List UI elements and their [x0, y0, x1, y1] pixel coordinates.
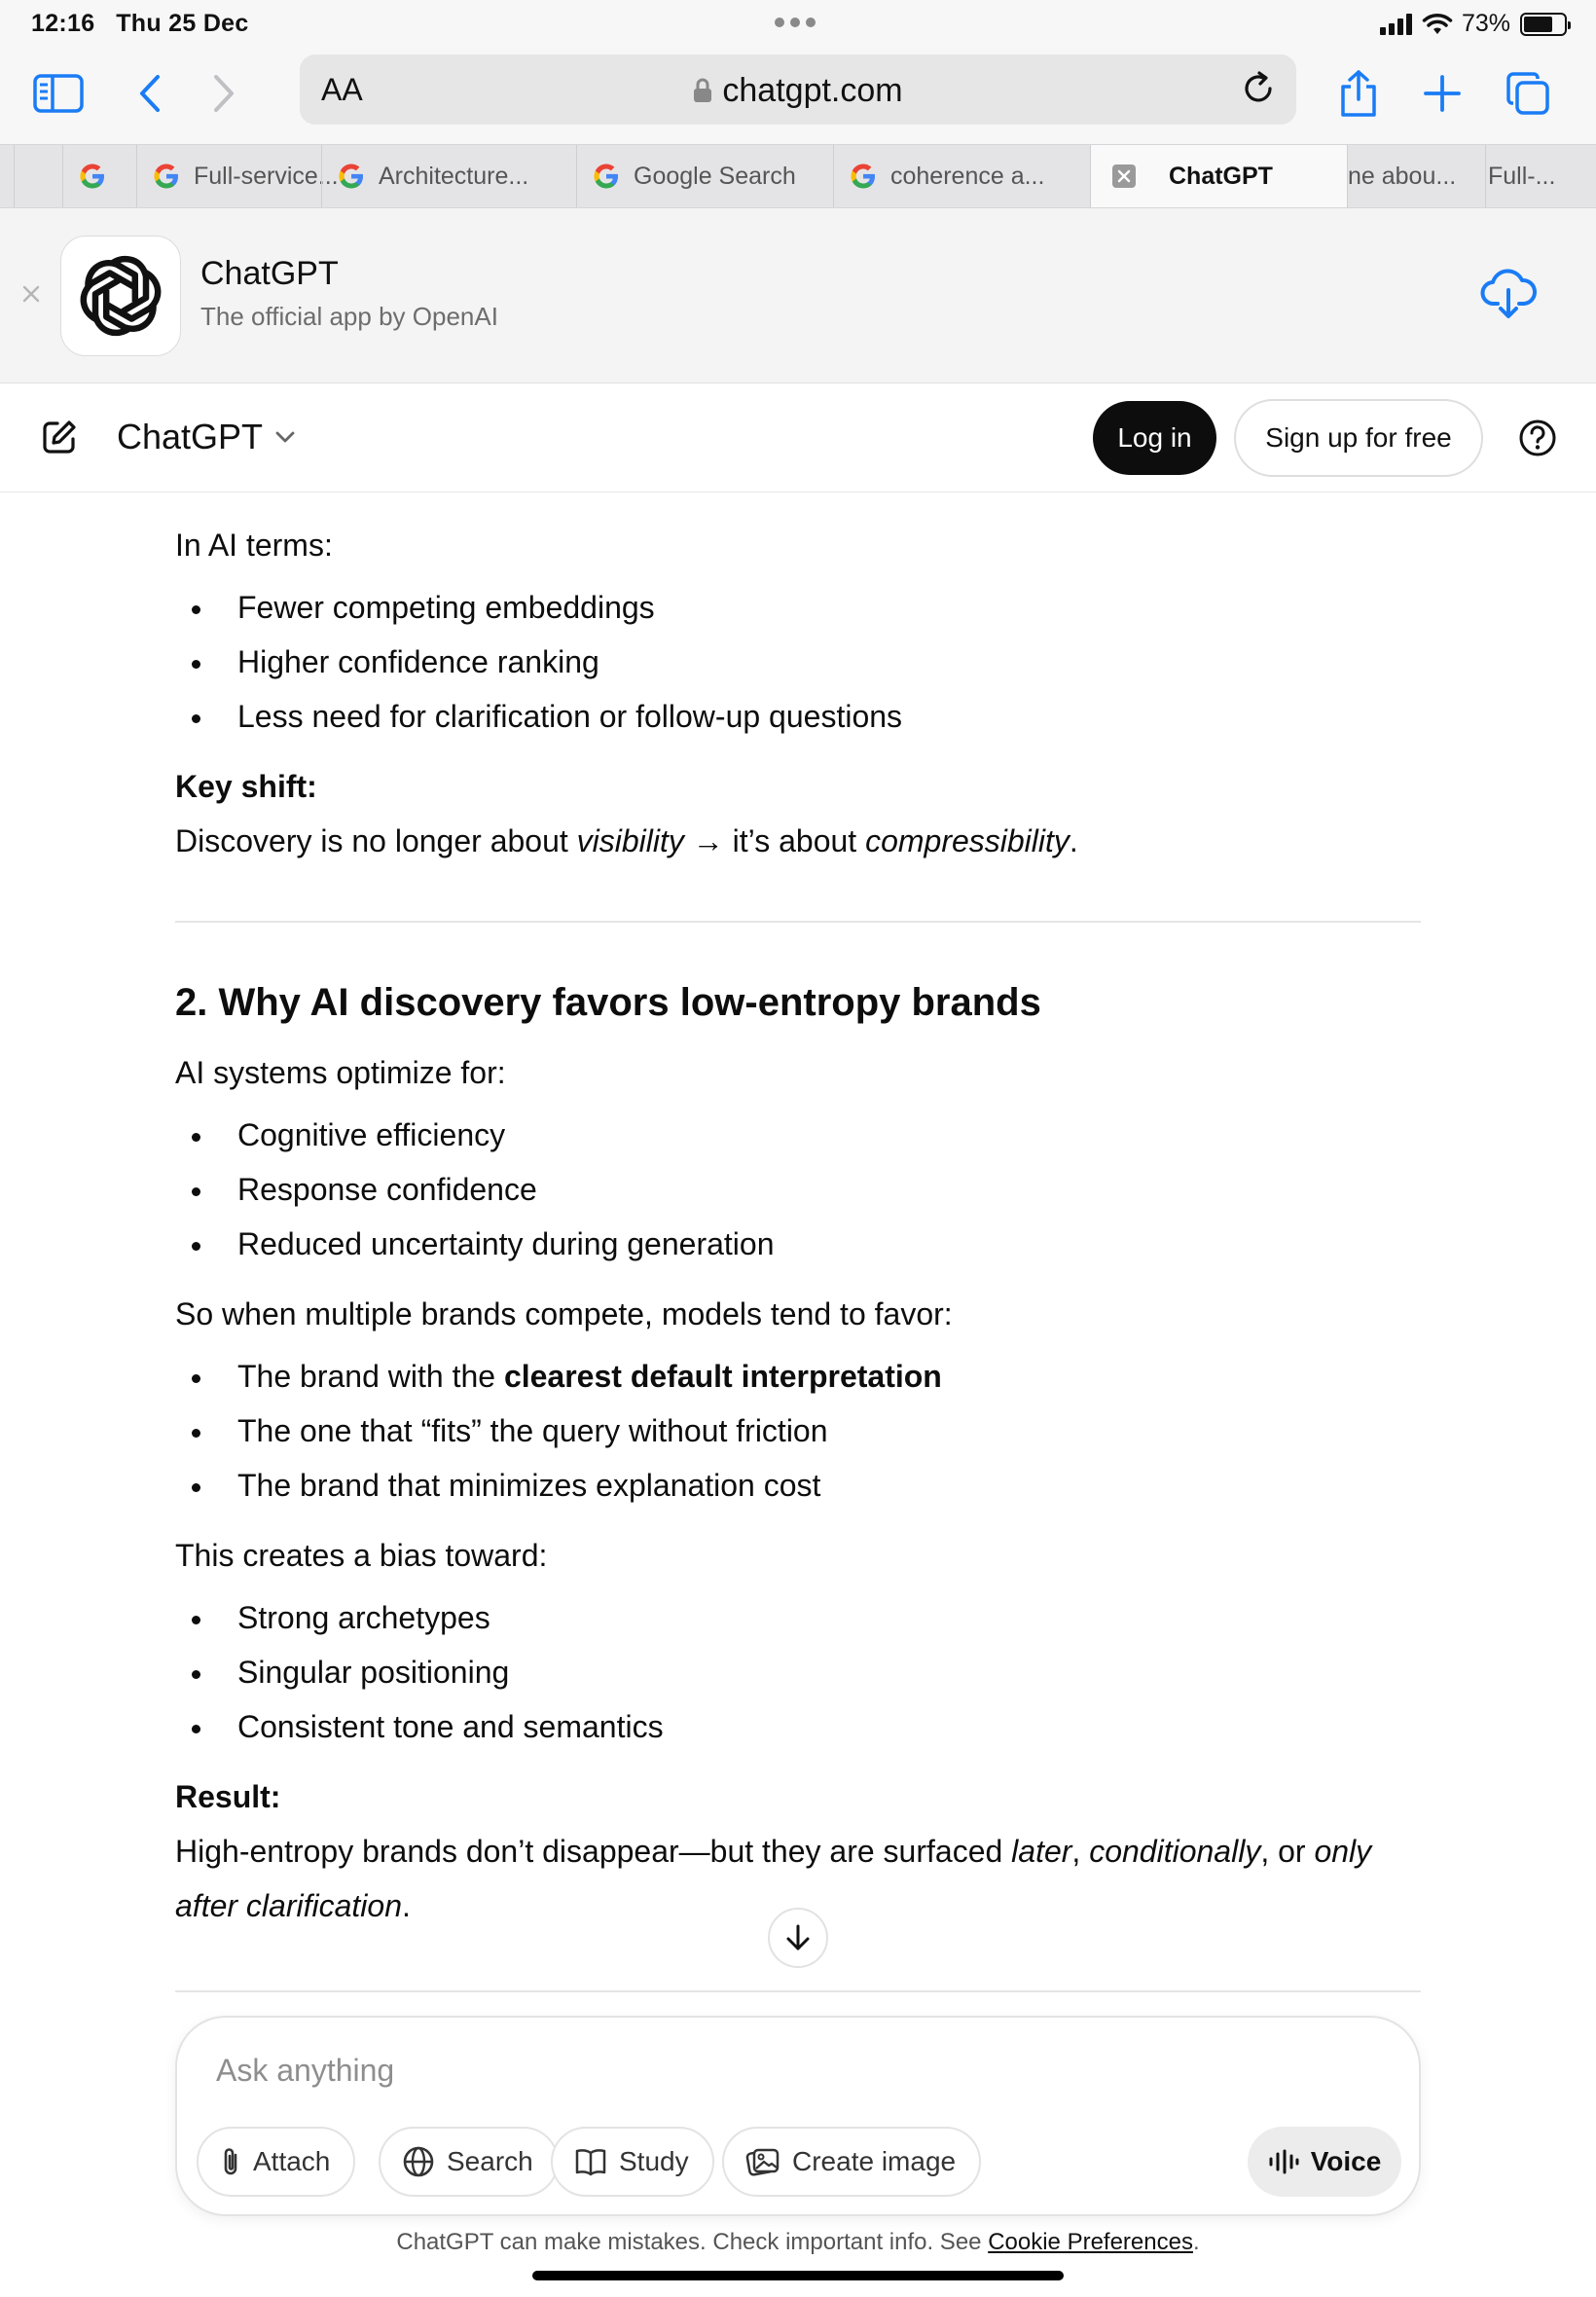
list-item: Consistent tone and semantics [175, 1699, 1421, 1754]
result-heading: Result: [175, 1779, 281, 1814]
reader-text-size-button[interactable]: AA [321, 72, 363, 107]
app-subtitle: The official app by OpenAI [200, 302, 498, 331]
multitasking-dots-icon[interactable] [775, 18, 816, 27]
optimize-list [175, 1108, 1421, 1271]
paragraph: AI systems optimize for: [175, 1055, 506, 1090]
list-item: The one that “fits” the query without friction [175, 1404, 1421, 1458]
google-icon [338, 163, 365, 190]
signup-button[interactable]: Sign up for free [1234, 399, 1483, 477]
bias-list [175, 1590, 1421, 1754]
search-button[interactable]: Search [379, 2127, 559, 2197]
home-indicator[interactable] [532, 2271, 1064, 2280]
tab-google-1[interactable] [62, 145, 136, 207]
tab-full-service[interactable]: Full-service... [136, 145, 321, 207]
key-shift-heading: Key shift: [175, 769, 317, 804]
battery-icon [1520, 13, 1567, 36]
attach-button[interactable]: Attach [197, 2127, 355, 2197]
paragraph: In AI terms: [175, 528, 333, 563]
globe-icon [402, 2145, 435, 2178]
image-icon [745, 2145, 780, 2178]
list-item: Higher confidence ranking [175, 635, 1421, 689]
browser-toolbar [0, 49, 1596, 144]
chevron-down-icon [274, 430, 296, 444]
address-bar[interactable] [300, 55, 1296, 125]
google-icon [850, 163, 877, 190]
chatgpt-header [0, 383, 1596, 492]
lock-icon [693, 78, 712, 103]
cloud-download-icon[interactable] [1481, 269, 1536, 324]
prompt-input[interactable] [216, 2053, 1189, 2089]
status-time: 12:16 Thu 25 Dec [31, 10, 249, 37]
assistant-message [175, 492, 1421, 1991]
tab-strip [0, 144, 1596, 208]
list-item: Strong archetypes [175, 1590, 1421, 1645]
paragraph: This creates a bias toward: [175, 1538, 548, 1573]
back-icon[interactable] [121, 66, 179, 121]
tab-pinned[interactable] [14, 145, 62, 207]
list-item: Singular positioning [175, 1645, 1421, 1699]
list-item: Reduced uncertainty during generation [175, 1217, 1421, 1271]
list-item: Fewer competing embeddings [175, 580, 1421, 635]
close-tab-icon[interactable] [1112, 164, 1136, 188]
result-text: High-entropy brands don’t disappear—but they are surfaced later, conditionally, or only after clarification. [175, 1834, 1372, 1923]
list-item: Response confidence [175, 1162, 1421, 1217]
reload-icon[interactable] [1240, 70, 1277, 112]
app-name: ChatGPT [200, 255, 339, 292]
composer [175, 2016, 1421, 2216]
create-image-button[interactable]: Create image [722, 2127, 981, 2197]
ai-terms-list [175, 580, 1421, 744]
new-chat-icon[interactable] [41, 419, 78, 460]
voice-button[interactable]: Voice [1248, 2127, 1401, 2197]
favor-list [175, 1349, 1421, 1513]
tab-overview-icon[interactable] [1499, 66, 1557, 121]
study-button[interactable]: Study [551, 2127, 714, 2197]
voice-waveform-icon [1268, 2149, 1299, 2174]
paragraph: So when multiple brands compete, models tend to favor: [175, 1296, 953, 1331]
tab-google-search[interactable]: Google Search [576, 145, 833, 207]
list-item: Less need for clarification or follow-up questions [175, 689, 1421, 744]
tab-partial-1[interactable]: ne abou... [1347, 145, 1485, 207]
tab-chatgpt-active[interactable]: ChatGPT [1090, 145, 1347, 207]
key-shift-text: Discovery is no longer about visibility → it’s about compressibility. [175, 823, 1078, 858]
tab-architecture[interactable]: Architecture... [321, 145, 576, 207]
list-item: Cognitive efficiency [175, 1108, 1421, 1162]
login-button[interactable]: Log in [1093, 401, 1216, 475]
list-item: The brand that minimizes explanation cost [175, 1458, 1421, 1513]
help-icon[interactable] [1518, 419, 1557, 462]
url-display[interactable]: chatgpt.com [300, 72, 1296, 110]
smart-app-banner [0, 208, 1596, 383]
share-icon[interactable] [1329, 66, 1388, 121]
section-heading: 2. Why AI discovery favors low-entropy brands [175, 981, 1041, 1024]
divider [175, 921, 1421, 923]
battery-percentage: 73% [1461, 10, 1510, 37]
google-icon [153, 163, 180, 190]
tab-partial-2[interactable]: Full-... [1485, 145, 1596, 207]
arrow-down-icon [784, 1923, 812, 1952]
list-item: The brand with the clearest default interpretation [175, 1349, 1421, 1404]
divider [175, 1990, 1421, 1992]
openai-logo-icon [60, 236, 181, 356]
forward-icon[interactable] [195, 66, 253, 121]
cellular-signal-icon [1380, 14, 1413, 35]
sidebar-toggle-icon[interactable] [29, 66, 88, 121]
model-selector[interactable]: ChatGPT [117, 417, 296, 457]
book-icon [574, 2146, 607, 2177]
close-icon[interactable] [21, 284, 41, 309]
google-icon [593, 163, 620, 190]
disclaimer: ChatGPT can make mistakes. Check important info. See Cookie Preferences. [396, 2229, 1200, 2255]
paperclip-icon [220, 2145, 241, 2178]
cookie-preferences-link[interactable]: Cookie Preferences [988, 2229, 1193, 2255]
status-bar [0, 0, 1596, 49]
status-date: Thu 25 Dec [116, 10, 249, 37]
new-tab-icon[interactable] [1413, 66, 1471, 121]
scroll-to-bottom-button[interactable] [768, 1908, 828, 1968]
wifi-icon [1423, 14, 1452, 35]
google-icon [79, 163, 106, 190]
tab-coherence[interactable]: coherence a... [833, 145, 1090, 207]
